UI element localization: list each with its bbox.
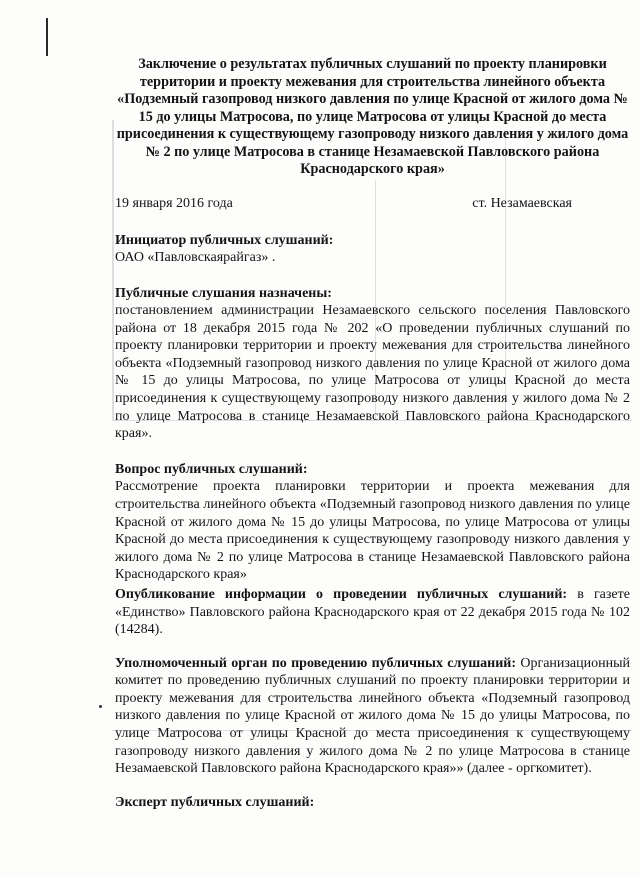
authority-text: Организационный комитет по проведению публичных слушаний по проекту планировки территории и проекту межевания для строительства линейного объекта «Подземный газопровод низкого давления по улице Красной от жилого дома № 15 до улицы Матросова, по улице Матросова от улицы Красной до места присоединения к существующему газопроводу низкого давления у жилого дома № 2 по улице Матросова в станице Незамаевской Павловского района Краснодарского края»» (далее - оргкомитет). (115, 655, 631, 777)
publication-text: в газете «Единство» Павловского района Краснодарского края от 22 декабря 2015 года № 102 (14284). (115, 586, 630, 638)
publication-paragraph (115, 586, 630, 639)
question-heading: Вопрос публичных слушаний: (115, 461, 308, 477)
bleed-through-line (112, 120, 114, 420)
question-text: Рассмотрение проекта планировки территории и проекта межевания для строительства линейного объекта «Подземный газопровод низкого давления по улице Красной от жилого дома № 15 до улицы Матросова, по улице Матросова от улицы Красной до места присоединения к существующему газопроводу низкого давления у жилого дома № 2 по улице Матросова в станице Незамаевской Павловского района Краснодарского края» (115, 479, 630, 583)
document-place: ст. Незамаевская (472, 195, 572, 211)
scheduled-text: постановлением администрации Незамаевского сельского поселения Павловского района от 18 декабря 2015 года № 202 «О проведении публичных слушаний по проекту планировки территории и проекту межевания для строительства линейного объекта «Подземный газопровод низкого давления по улице Красной от жилого дома № 15 до улицы Матросова, по улице Матросова от улицы Красной до места присоединения к существующему газопроводу низкого давления у жилого дома № 2 по улице Матросова в станице Незамаевской Павловского района Краснодарского края». (115, 303, 630, 442)
initiator-value: ОАО «Павловскаярайгаз» . (115, 250, 276, 265)
document-date: 19 января 2016 года (115, 195, 233, 211)
document-title: Заключение о результатах публичных слушаний по проекту планировки территории и проекту межевания для строительства линейного объекта «Подземный газопровод низкого давления по улице Красной от жилого дома № 15 до улицы Матросова, по улице Матросова от улицы Красной до места присоединения к существующему газопроводу низкого давления у жилого дома № 2 по улице Матросова в станице Незамаевской Павловского района Краснодарского края» (116, 56, 629, 177)
date-line (115, 195, 630, 212)
speck (99, 705, 102, 708)
authority-paragraph (115, 655, 630, 778)
expert-heading: Эксперт публичных слушаний: (115, 794, 315, 810)
document-body (115, 56, 630, 811)
initiator-heading: Инициатор публичных слушаний: (115, 232, 334, 248)
scheduled-heading: Публичные слушания назначены: (115, 285, 332, 301)
publication-heading: Опубликование информации о проведении публичных слушаний: (115, 586, 568, 602)
authority-heading: Уполномоченный орган по проведению публичных слушаний: (115, 655, 517, 671)
margin-mark (46, 18, 48, 56)
